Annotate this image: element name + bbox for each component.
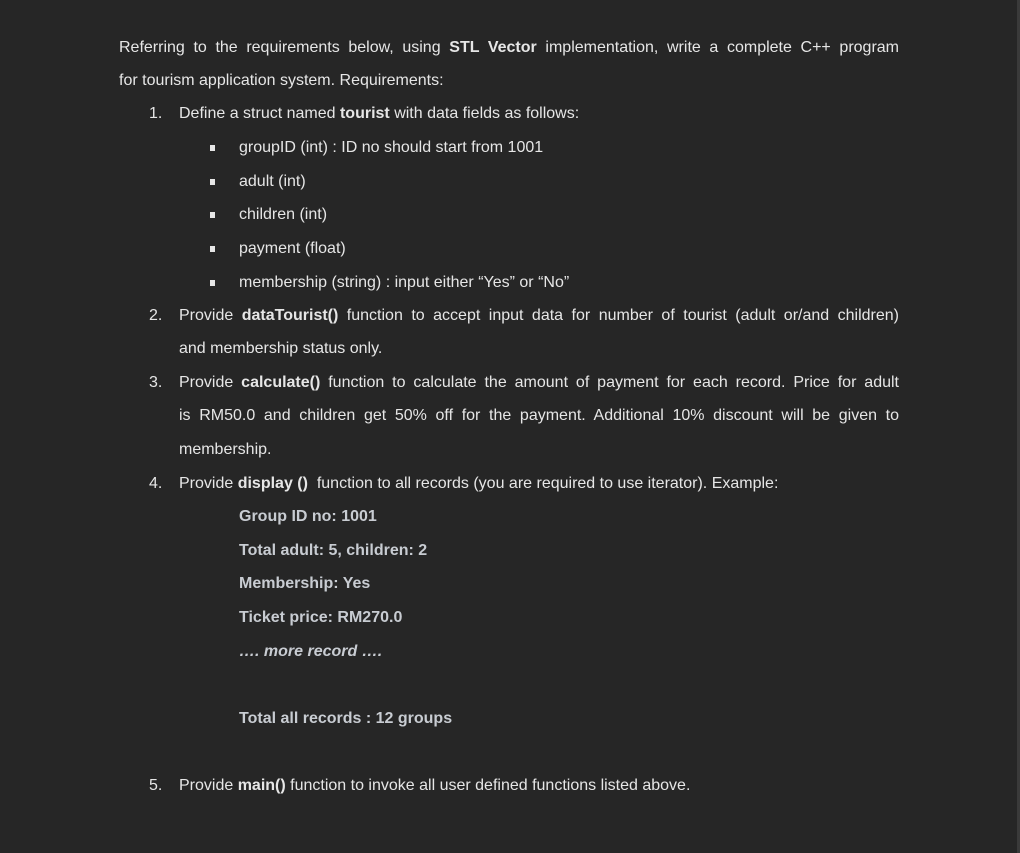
item-2-text [179,306,899,326]
item-text: function to calculate the amount of payment for each record. Price for adult [320,374,900,391]
bullet-square [210,280,215,286]
item-3-text-cont-2: membership. [179,441,272,458]
intro-line-1 [119,38,899,58]
item-text: Provide [179,374,242,391]
item-text: Define a struct named [179,105,340,122]
intro-text: Referring to the requirements below, using [119,39,450,56]
field-adult: adult (int) [239,173,306,190]
intro-bold-stl-vector: STL Vector [449,39,537,56]
bullet-square [210,145,215,151]
field-membership: membership (string) : input either “Yes” or “No” [239,274,570,291]
item-bold-keyword: calculate() [241,374,321,391]
item-5-text [179,776,690,796]
item-2-text-cont: and membership status only. [179,340,383,357]
bullet-square [210,179,215,185]
item-bold-keyword: tourist [339,105,390,122]
item-text: Provide [179,475,238,492]
item-text: function to all records (you are required to use iterator). Example: [307,475,779,492]
item-number: 4. [149,475,163,492]
item-number: 2. [149,307,163,324]
item-bold-keyword: main() [237,777,286,794]
field-groupid: groupID (int) : ID no should start from 1001 [239,139,544,156]
item-number: 3. [149,374,163,391]
item-number: 5. [149,777,163,794]
item-bold-keyword: display () [237,475,308,492]
intro-text: implementation, write a complete C++ program [536,39,900,56]
example-membership: Membership: Yes [239,575,371,592]
item-3-text-cont: is RM50.0 and children get 50% off for the payment. Additional 10% discount will be given to [179,407,899,424]
item-text: Provide [179,777,238,794]
field-payment: payment (float) [239,240,346,257]
item-text: Provide [179,307,242,324]
intro-line-2: for tourism application system. Requirements: [119,72,444,89]
item-4-text [179,474,778,494]
field-children: children (int) [239,206,328,223]
example-total-adult: Total adult: 5, children: 2 [239,542,428,559]
example-ticket-price: Ticket price: RM270.0 [239,609,403,626]
item-text: with data fields as follows: [389,105,580,122]
item-text: function to invoke all user defined functions listed above. [285,777,691,794]
item-number: 1. [149,105,163,122]
item-bold-keyword: dataTourist() [241,307,339,324]
item-text: function to accept input data for number of tourist (adult or/and children) [338,307,899,324]
bullet-square [210,246,215,252]
bullet-square [210,212,215,218]
item-1-text [179,104,579,124]
example-more-record: …. more record …. [239,643,383,660]
item-3-text [179,373,899,393]
example-total-records: Total all records : 12 groups [239,710,453,727]
example-group-id: Group ID no: 1001 [239,508,377,525]
